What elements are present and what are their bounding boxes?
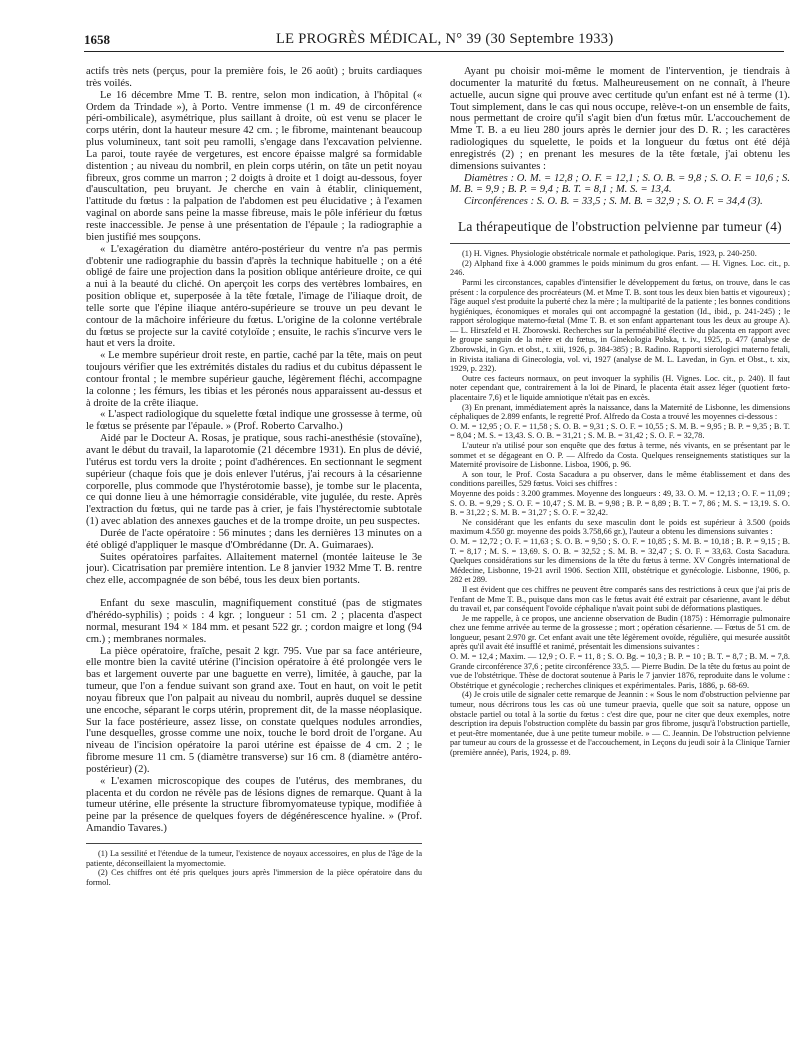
note: Outre ces facteurs normaux, on peut invoquer la syphilis (H. Vignes. Loc. cit., p. 240). Il faut noter cependant que, contrairement à la loi de Pinard, le placenta était assez léger (quotient fœto-placentaire 7,6) et le liquide amniotique n'était pas en excès. xyxy=(450,373,790,403)
note: A son tour, le Prof. Costa Sacadura a pu observer, dans le même établissement et dans des conditions pareilles, 529 fœtus. Voici ses chiffres : xyxy=(450,469,790,489)
page-number: 1658 xyxy=(84,32,110,47)
note: Parmi les circonstances, capables d'intensifier le développement du fœtus, on trouve, dans le cas présent : la corpulence des procréateurs (M. et Mme T. B. sont tous les deux bien battis et vigoureux) ; l'âge auquel s'est produite la puberté chez la mère ; la multiparité de la patiente ; les bonnes conditions hygiéniques, économiques et morales qui ont accompagné la gestation (Id., ibid., p. 241-245) ; le rapport sérologique materno-fœtal (Mme T. B. et son enfant appartenant tous les deux au groupe A). — L. Hirszfeld et H. Zborowski. Recherches sur la perméabilité élective du placenta en rapport avec le groupe sanguin de la mère et du fœtus, in Ginekologia Polska, t. iv., 1925, p. 477 (analyse de Zborowski, in Gyn. et obst., t. xiii, 1926, p. 384-385) ; B. Radino. Rapporti sierologici materno fetali, in Rivista italiana di Ginecologia, vol. vi, 1927 (analyse de M. L. Lavedan, in Gyn. et Obst., t. xix, 1929, p. 232). xyxy=(450,277,790,374)
note: (2) Alphand fixe à 4.000 grammes le poids minimum du gros enfant. — H. Vignes. Loc. cit., p. 246. xyxy=(450,258,790,278)
paragraph: Durée de l'acte opératoire : 56 minutes ; dans les dernières 13 minutes on a été obligé d'appliquer le masque d'Ombrédanne (Dr. A. Guimaraes). xyxy=(86,527,422,551)
note: (3) En prenant, immédiatement après la naissance, dans la Maternité de Lisbonne, les dimensions céphaliques de 2.899 enfants, le regretté Prof. Alfredo da Costa a trouvé les moyennes ci-dessous : xyxy=(450,402,790,422)
note: Ne considérant que les enfants du sexe masculin dont le poids est supérieur à 3.500 (poids maximum 4.550 gr. moyenne des poids 3.758,66 gr.), l'auteur a obtenu les dimensions suivantes : xyxy=(450,517,790,537)
paragraph: Suites opératoires parfaites. Allaitement maternel (montée laiteuse le 3e jour). Cicatrisation par première intention. Le 8 janvier 1932 Mme T. B. rentre chez elle, accompagnée de son bébé, tous les deux bien portants. xyxy=(86,551,422,587)
note: L'auteur n'a utilisé pour son enquête que des fœtus à terme, nés vivants, en se présentant par le sommet et se dégageant en O. P. — Alfredo da Costa. Quelques renseignements statistiques sur la Maternité provisoire de Lisbonne. Lisboa, 1906, p. 96. xyxy=(450,441,790,470)
paragraph: actifs très nets (perçus, pour la première fois, le 26 août) ; bruits cardiaques très voilés. xyxy=(86,66,422,89)
notes-divider xyxy=(450,243,790,244)
paragraph: Enfant du sexe masculin, magnifiquement constitué (pas de stigmates d'hérédo-syphilis) ; poids : 4 kgr. ; longueur : 51 cm. 2 ; placenta d'aspect normal, mesurant 194 × 184 mm. et pesant 522 gr. ; cordon maigre et long (94 cm.) ; membranes normales. xyxy=(86,598,422,645)
note-measurements: O. M. = 12,72 ; O. F. = 11,63 ; S. O. B. = 9,50 ; S. O. F. = 10,85 ; S. M. B. = 10,18 ; B. P. = 9,15 ; B. T. = 8,17 ; M. S. = 13,69. S. O. B. = 32,52 ; S. M. B. = 32,47 ; S. O. F. = 33,63. Costa Sacadura. Quelques considérations sur les dimensions de la tête du fœtus à terme. XV Congrès international de Médecine, Lisbonne, 19-21 avril 1906. Section XIII, obstétrique et gynécologie. Lisbonne, 1906, p. 282 et 289. xyxy=(450,536,790,585)
footnote-divider xyxy=(86,843,422,844)
note: Je me rappelle, à ce propos, une ancienne observation de Budin (1875) : Hémorragie pulmonaire chez une femme arrivée au terme de la grossesse ; mort ; opération césarienne. — Fœtus de 51 cm. de longueur, pesant 2.970 gr. Cet enfant avait une tête légèrement ovoïde, régulière, qui mesurée aussitôt après qu'il avait été insufflé et ranimé, présentait les dimensions suivantes : xyxy=(450,613,790,652)
note-measurements: Moyenne des poids : 3.200 grammes. Moyenne des longueurs : 49, 33. O. M. = 12,13 ; O. F. = 11,09 ; S. O. B. = 9,29 ; S. O. F. = 10,47 ; S. M. B. = 9,98 ; B. P. = 8,89 ; B. T. = 7, 86 ; M. S. = 13,19. S. O. B. = 31,22 ; S. M. B. = 31,27 ; S. O. F. = 32,42. xyxy=(450,488,790,518)
head-diameters: Diamètres : O. M. = 12,8 ; O. F. = 12,1 ; S. O. B. = 9,8 ; S. O. F. = 10,6 ; S. M. B. = 9,9 ; B. P. = 9,4 ; B. T. = 8,1 ; M. S. = 13,4. xyxy=(450,172,790,196)
paragraph: La pièce opératoire, fraîche, pesait 2 kgr. 795. Vue par sa face antérieure, elle montre bien la cavité utérine (l'incision opératoire à été prolongée vers le bas et largement ouverte par une baguette en verre), limitée, à gauche, par la tumeur, que l'on a fendue suivant son grand axe. Tout en haut, on voit le petit noyau fibreux que l'on palpait au niveau du nombril, auprès duquel se dessine une encoche, séparant le corps utérin, proprement dit, de la masse néoplasique. Sur la face postérieure, assez lisse, on constate quelques nodules arrondies, l'une desquelles, grosse comme une noix, touche le bord droit de l'organe. Au niveau de l'incision opératoire la paroi utérine est épaisse de 4 cm. 2 ; le fibrome mesure 11 cm. 5 (diamètre transverse) sur 16 cm. 8 (diamètre antéro-postérieur) (2). xyxy=(86,645,422,775)
note: Il est évident que ces chiffres ne peuvent être comparés sans des restrictions à ceux que j'ai pris de l'enfant de Mme T. B., puisque dans mon cas le fœtus avait été extrait par césarienne, avant le début du travail et, par conséquent l'ovoïde céphalique n'avait point subi de déformations plastiques. xyxy=(450,584,790,614)
paragraph: Ayant pu choisir moi-même le moment de l'intervention, je tiendrais à documenter la maturité du fœtus. Malheureusement on ne connaît, à l'heure actuelle, aucun signe qui prouve avec certitude qu'un enfant est né à terme (1). Tout simplement, dans le cas qui nous occupe, relève-t-on un ensemble de faits, nous permettant de croire qu'il s'agit bien d'un fœtus mûr. L'accouchement de Mme T. B. a eu lieu 280 jours après le dernier jour des D. R. ; les caractères radiologiques du squelette, le poids et la longueur du fœtus ont été déjà enregistrés (2) ; en prenant les mesures de la tête fœtale, j'ai obtenu les dimensions suivantes : xyxy=(450,66,790,172)
note: (1) H. Vignes. Physiologie obstétricale normale et pathologique. Paris, 1923, p. 240-250. xyxy=(462,249,757,259)
paragraph: Le 16 décembre Mme T. B. rentre, selon mon indication, à l'hôpital (« Ordem da Trindade »), à Porto. Ventre immense (1 m. 49 de circonférence péri-ombilicale), asymétrique, plus saillant à droite, où est venu se placer le corps utérin, dont la hauteur mesure 42 cm. ; le fibrome, maintenant beaucoup plus volumineux, tant soit peu ramolli, s'engage dans l'excavation pelvienne. La paroi, toute rayée de vergetures, est encore épaisse malgré sa formidable distention ; au niveau du nombril, en plein corps utérin, on tâte un petit noyau fibreux, gros comme un marron ; 2 doigts à droite et 1 doigt au-dessous, foyer d'auscultation, peu bruyant. Je cherche en vain à établir, cliniquement, l'attitude du fœtus : la palpation de l'abdomen est peu élucidative ; à l'examen vaginal on aborde sans peine la masse fibreuse, mais le pôle inférieur du fœtus reste inaccessible. Je pense à une présentation de l'épaule ; la radiographie a bien justifié mes soupçons. xyxy=(86,89,422,243)
right-column xyxy=(450,66,790,1046)
journal-title: LE PROGRÈS MÉDICAL, N° 39 (30 Septembre 1933) xyxy=(276,31,614,47)
note-measurements: O. M. = 12,95 ; O. F. = 11,58 ; S. O. B. = 9,31 ; S. O. F. = 10,55 ; S. M. B. = 9,95 ; B. P. = 9,35 ; B. T. = 8,04 ; M. S. = 13,43. S. O. B. = 31,21 ; S. M. B. = 31,42 ; S. O. F. = 32,78. xyxy=(450,421,790,441)
note: (4) Je crois utile de signaler cette remarque de Jeannin : « Sous le nom d'obstruction pelvienne par tumeur, nous décrirons tous les cas où une tumeur praevia, quelle que soit sa nature, oppose un obstacle partiel ou total à la sortie du fœtus : c'est dire que, pour ne citer que deux exemples, notre description ira depuis l'obstruction complète du bassin par gros fibrome, jusqu'à l'obstruction partielle, et peut-être momentanée, due à une petite tumeur mobile. » — C. Jeannin. De l'obstruction pelvienne par tumeur au cours de la grossesse et de l'accouchement, in Leçons du jeudi soir à la Clinique Tarnier (première année), Paris, 1924, p. 89. xyxy=(450,690,790,757)
page-header xyxy=(84,30,784,52)
footnote: (1) La sessilité et l'étendue de la tumeur, l'existence de noyaux accessoires, en plus de l'âge de la patiente, déconseillaient la myomectomie. xyxy=(86,849,422,868)
section-title: La thérapeutique de l'obstruction pelvienne par tumeur (4) xyxy=(458,219,782,235)
paragraph: « L'examen microscopique des coupes de l'utérus, des membranes, du placenta et du cordon ne révèle pas de lésions dignes de remarque. Quant à la tumeur utérine, elle présente la structure fibromyomateuse typique, modifiée à peine par la présence de quelques foyers de dégénérescence hyaline. » (Prof. Amandio Tavares.) xyxy=(86,775,422,835)
note-measurements: O. M. = 12,4 ; Maxim. — 12,9 ; O. F. = 11, 8 ; S. O. Bg. = 10,3 ; B. P. = 10 ; B. T. = 8,7 ; B. M. = 7,8. Grande circonférence 37,6 ; petite circonférence 33,5. — Pierre Budin. De la tête du fœtus au point de vue de l'obstétrique. Thèse de doctorat soutenue à Paris le 7 janvier 1876, reproduite dans le volume : Obstétrique et gynécologie ; recherches cliniques et expérimentales. Paris, 1886, p. 68-69. xyxy=(450,652,790,690)
paragraph: « L'exagération du diamètre antéro-postérieur du ventre n'a pas permis d'obtenir une radiographie du bassin d'après la technique habituelle ; on a été obligé de faire une projection dans la position oblique antérieure droite, ce qui a nui à la beauté du cliché. On aperçoit les corps des vertèbres lombaires, en position oblique et, superposée à la tête fœtale, l'image de l'iliaque droit, de telle sorte que l'épine iliaque antéro-supérieure se trouve un peu devant le contour de la mâchoire inférieure du fœtus. L'origine de la colonne vertébrale du fœtus se projecte sur la cavité cotyloïde ; ensuite, le rachis s'incurve vers le haut et vers la droite. xyxy=(86,243,422,350)
paragraph: « Le membre supérieur droit reste, en partie, caché par la tête, mais on peut toujours vérifier que les extrémités distales du radius et du cubitus dépassent le contour frontal ; le membre supérieur gauche, légèrement fléchi, accompagne la colonne ; les fémurs, les tibias et les péronés nous apparaissent au-dessus et à droite de la crête iliaque. xyxy=(86,350,422,409)
paragraph: « L'aspect radiologique du squelette fœtal indique une grossesse à terme, où le fœtus se présente par l'épaule. » (Prof. Roberto Carvalho.) xyxy=(86,409,422,433)
left-column xyxy=(86,66,422,1046)
footnote: (2) Ces chiffres ont été pris quelques jours après l'immersion de la pièce opératoire dans du formol. xyxy=(86,868,422,887)
paragraph: Aidé par le Docteur A. Rosas, je pratique, sous rachi-anesthésie (stovaïne), avant le début du travail, la laparotomie (21 décembre 1931). En plus de dévié, l'utérus est tordu vers la droite ; point d'adhérences. En sectionnant le segment supérieur (chaque fois que je dois enlever l'utérus, j'ai recours à la césarienne corporelle, plus commode que l'hystérotomie basse), je tombe sur le placenta, ce qui donne lieu à une hémorragie considérable, vite jugulée, du reste. Après l'extraction du fœtus, qui ne tarde pas à crier, je fais l'hystérectomie subtotale (1) avec ablation des annexes gauches et de la trompe droite, un peu suspectes. xyxy=(86,433,422,528)
head-circumferences: Circonférences : S. O. B. = 33,5 ; S. M. B. = 32,9 ; S. O. F. = 34,4 (3). xyxy=(464,196,763,208)
